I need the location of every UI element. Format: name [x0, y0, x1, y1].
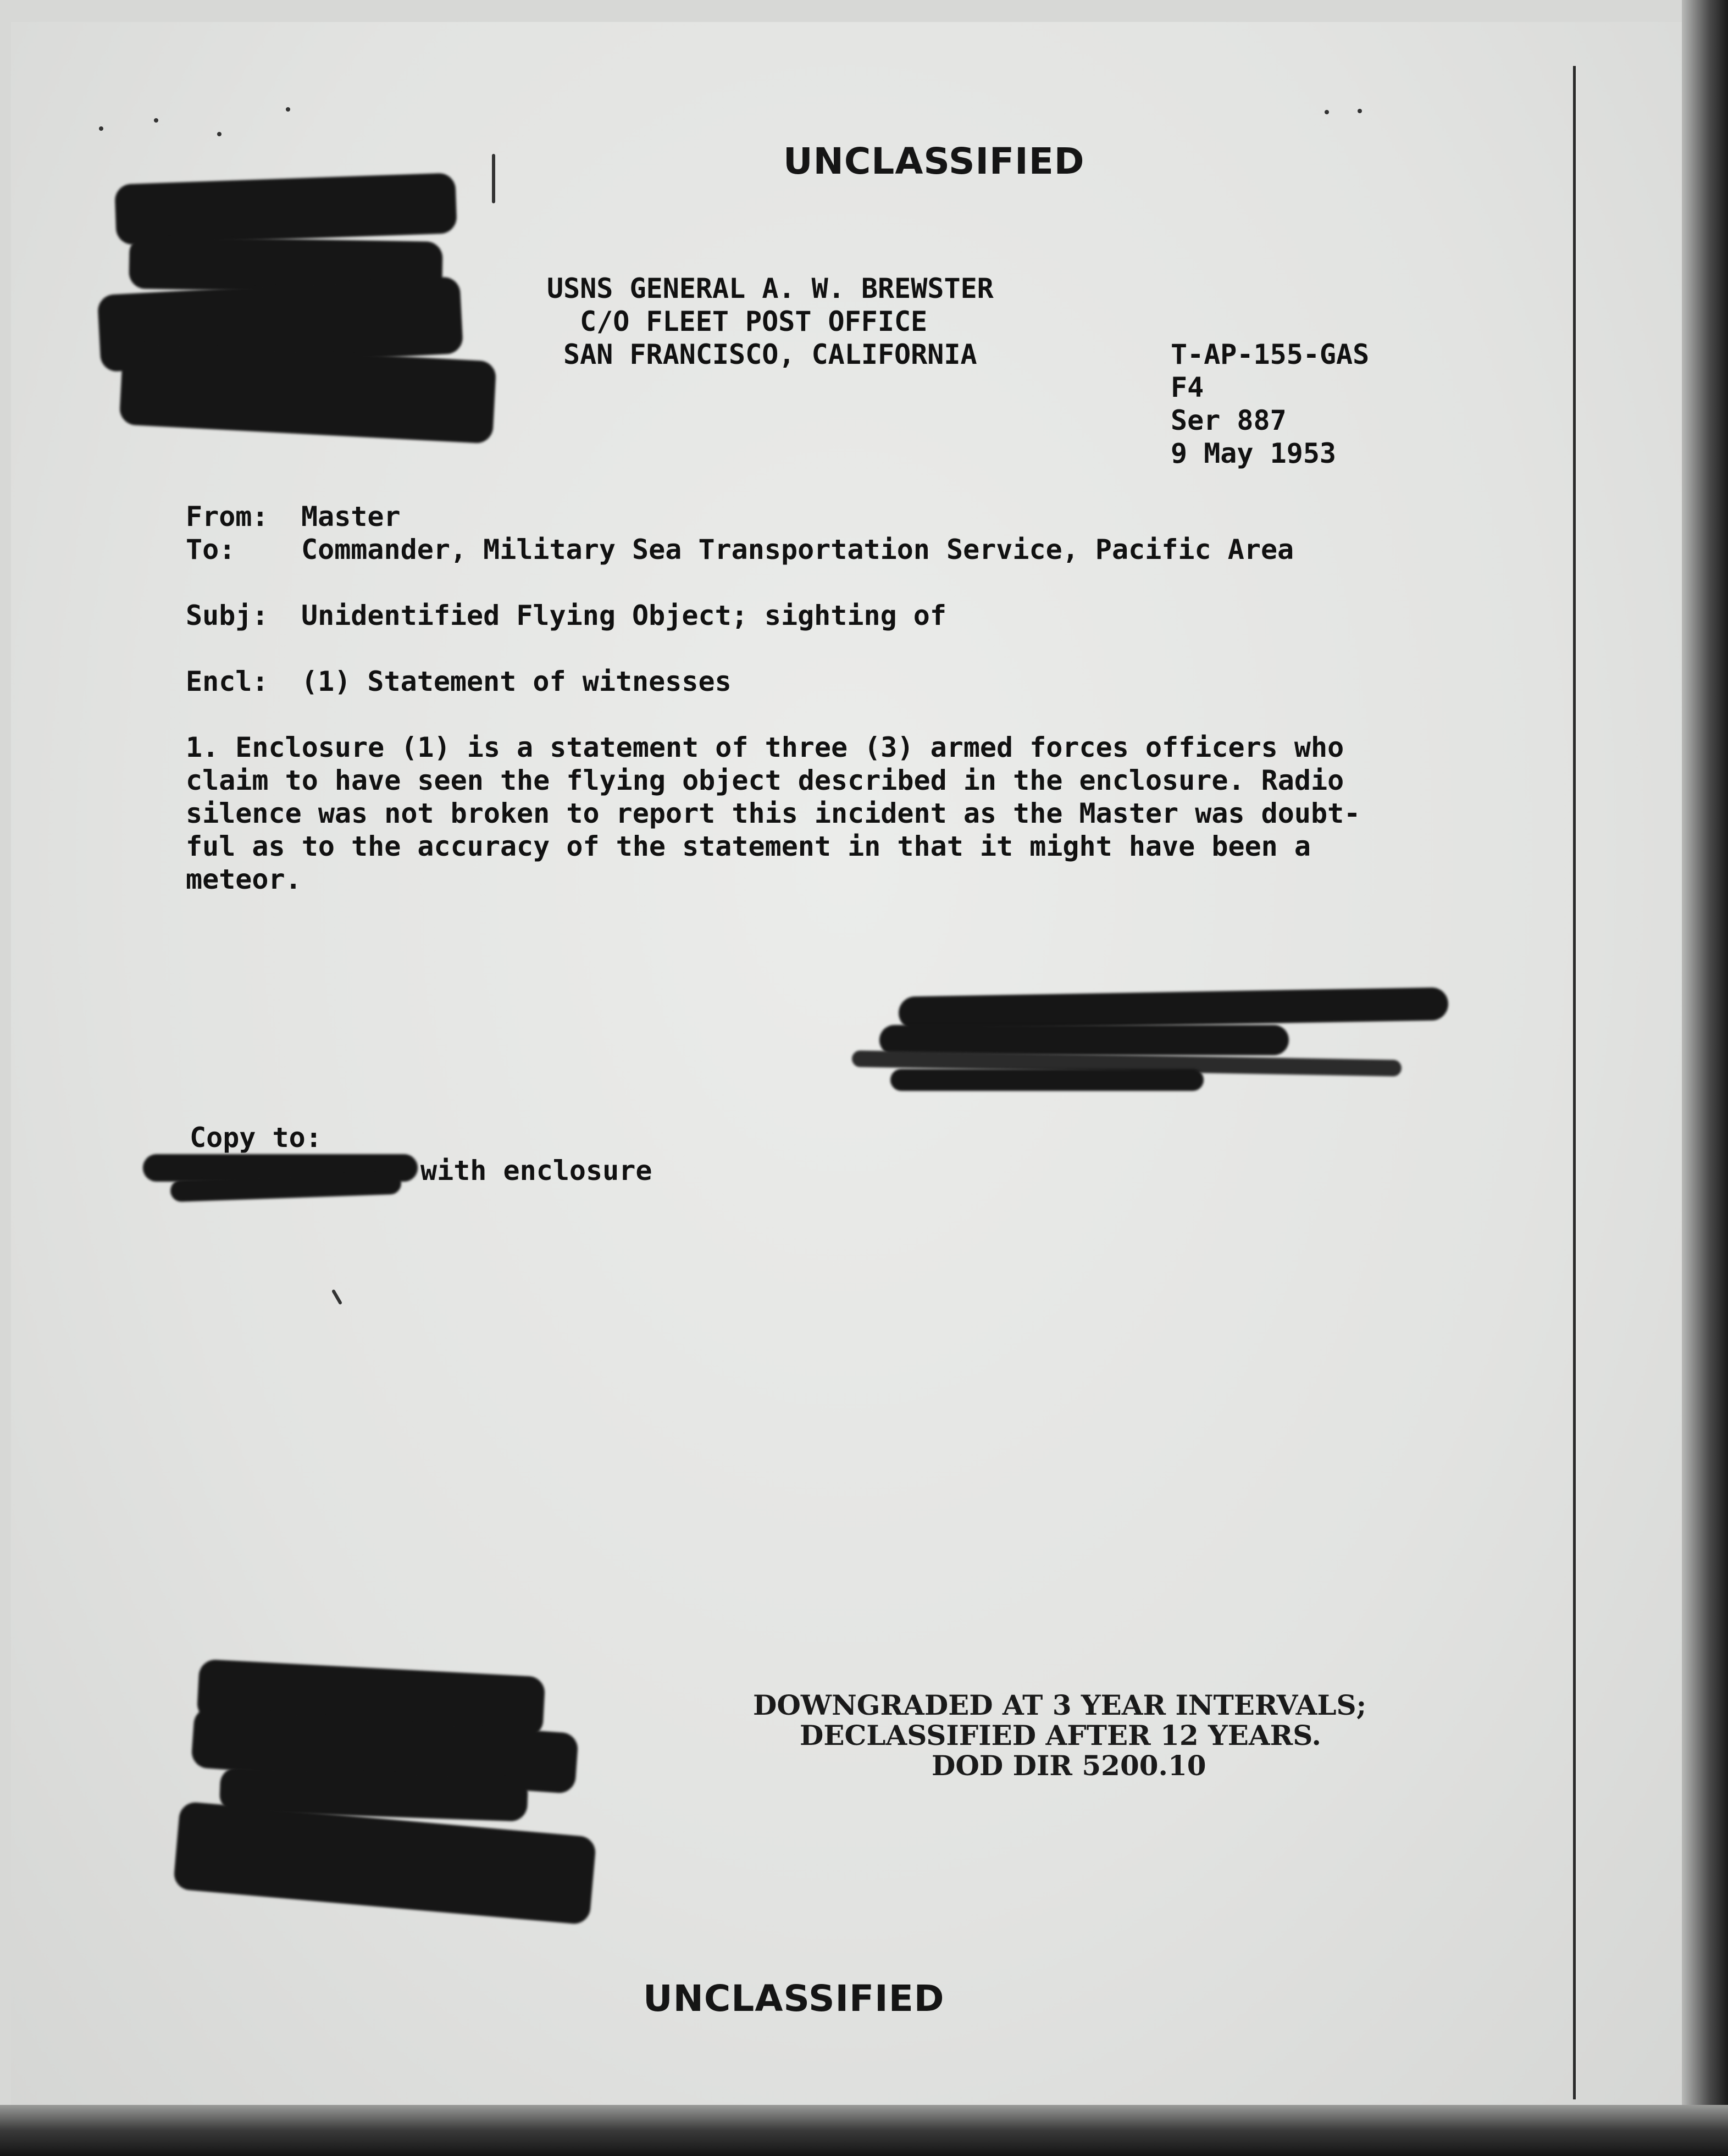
to-label: To: [186, 534, 236, 566]
from-label: From: [186, 501, 269, 533]
scan-speck [1358, 109, 1362, 113]
body-line: ful as to the accuracy of the statement in that it might have been a [186, 830, 1311, 862]
scan-edge-bottom [0, 2105, 1728, 2156]
declassification-line-2: DECLASSIFIED AFTER 12 YEARS. [800, 1719, 1321, 1752]
letterhead-post-office: C/O FLEET POST OFFICE [580, 306, 928, 337]
from-value: Master [301, 501, 401, 533]
declassification-line-1: DOWNGRADED AT 3 YEAR INTERVALS; [753, 1689, 1367, 1721]
reference-file-number: T-AP-155-GAS [1171, 339, 1370, 370]
to-value: Commander, Military Sea Transportation Service, Pacific Area [301, 534, 1294, 566]
letterhead-city: SAN FRANCISCO, CALIFORNIA [563, 339, 977, 370]
copy-to-suffix: with enclosure [420, 1155, 652, 1187]
scan-speck [99, 126, 103, 131]
signature-redaction [890, 1069, 1204, 1091]
body-line: 1. Enclosure (1) is a statement of three (3) armed forces officers who [186, 731, 1344, 763]
enclosure-label: Encl: [186, 666, 269, 697]
classification-stamp-top: UNCLASSIFIED [783, 140, 1085, 182]
copy-to-label: Copy to: [190, 1122, 322, 1154]
scan-speck [217, 132, 221, 136]
enclosure-value: (1) Statement of witnesses [301, 666, 732, 697]
scan-speck [286, 107, 290, 112]
scan-speck [154, 118, 158, 123]
body-line: claim to have seen the flying object described in the enclosure. Radio [186, 764, 1344, 796]
reference-date: 9 May 1953 [1171, 437, 1337, 469]
scan-edge-right [1682, 0, 1728, 2156]
subject-value: Unidentified Flying Object; sighting of [301, 600, 946, 631]
body-line: meteor. [186, 863, 302, 895]
scan-speck [492, 154, 495, 203]
letterhead-ship-name: USNS GENERAL A. W. BREWSTER [547, 273, 994, 304]
redaction-block [114, 173, 457, 245]
body-line: silence was not broken to report this incident as the Master was doubt- [186, 797, 1361, 829]
scan-speck [1325, 110, 1329, 114]
reference-code: F4 [1171, 372, 1204, 403]
reference-serial: Ser 887 [1171, 404, 1287, 436]
signature-redaction [879, 1025, 1289, 1055]
paper-fold-line [1573, 66, 1576, 2099]
classification-stamp-bottom: UNCLASSIFIED [643, 1977, 945, 2020]
subject-label: Subj: [186, 600, 269, 631]
declassification-line-3: DOD DIR 5200.10 [932, 1749, 1206, 1782]
